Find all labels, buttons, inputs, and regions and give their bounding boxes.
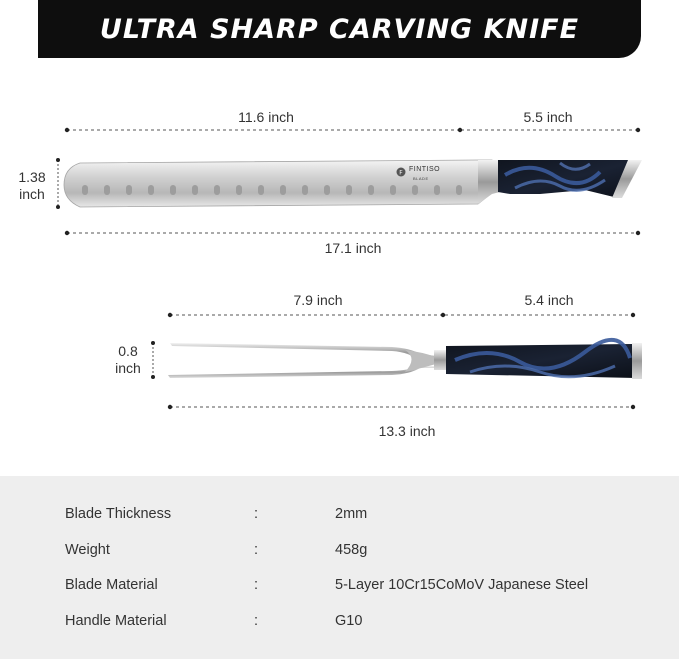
fork-total-length: 13.3 inch [378,423,436,439]
spec-value: G10 [335,613,363,629]
spec-separator: : [254,577,259,593]
knife-handle-length: 5.5 inch [523,109,573,125]
fork-width-unit: inch [115,360,141,376]
fork-width-label [110,343,146,377]
knife-height-value: 1.38 [18,169,46,185]
spec-row-blade-thickness [0,506,679,530]
fork-width-value: 0.8 [118,343,138,359]
spec-label: Blade Material [65,577,158,593]
spec-separator: : [254,542,259,558]
spec-separator: : [254,506,259,522]
spec-row-handle-material [0,613,679,637]
page-title: ULTRA SHARP CARVING KNIFE [99,13,580,45]
fork-handle-length: 5.4 inch [524,292,574,308]
spec-label: Blade Thickness [65,506,172,522]
spec-value: 458g [335,542,368,558]
spec-value: 5-Layer 10Cr15CoMoV Japanese Steel [335,577,589,593]
knife-logo-text: FINTISO [409,166,441,173]
spec-row-weight [0,542,679,566]
spec-value: 2mm [335,506,368,522]
knife-blade-length: 11.6 inch [238,109,294,125]
spec-label: Weight [65,542,110,558]
knife-height-label [14,169,50,203]
knife-height-unit: inch [19,186,45,202]
specs-table [0,476,679,659]
carving-fork-image [168,340,642,379]
spec-separator: : [254,613,259,629]
fork-tine-length: 7.9 inch [293,292,343,308]
knife-logo-sub: BLADE [413,176,429,181]
spec-row-blade-material [0,577,679,601]
spec-label: Handle Material [65,613,167,629]
knife-total-length: 17.1 inch [324,240,382,256]
svg-text:F: F [399,169,403,177]
carving-knife-image [64,160,642,207]
